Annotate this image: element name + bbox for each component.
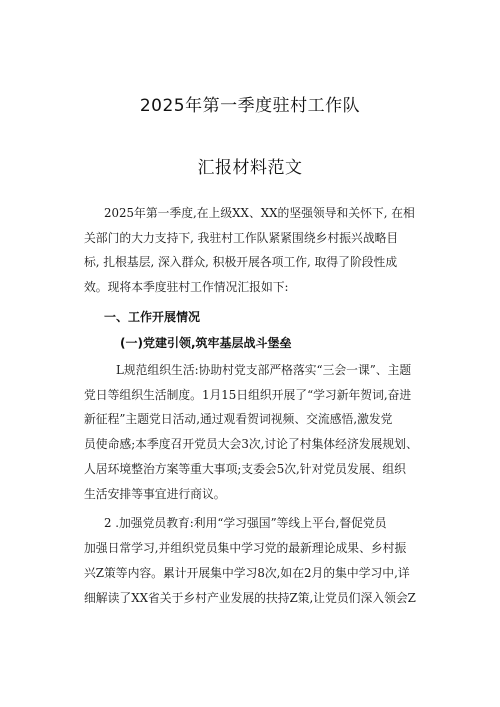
intro-line: 关部门的大力支持下, 我驻村工作队紧紧围绕乡村振兴战略目 [84, 231, 399, 245]
document-title-line-1: 2025年第一季度驻村工作队 [139, 96, 361, 116]
intro-line: 效。现将本季度驻村工作情况汇报如下: [84, 280, 289, 294]
paragraph-line: 细解读了XX省关于乡村产业发展的扶持Z策,让党员们深入领会Z [84, 591, 416, 605]
paragraph-line: 人居环境整治方案等重大事项;支委会5次,针对党员发展、组织 [84, 462, 406, 476]
paragraph-line: 党日等组织生活制度。1月15日组织开展了“学习新年贺词,奋进 [84, 388, 412, 402]
section-heading: 一、工作开展情况 [104, 310, 201, 324]
paragraph-line: 生活安排等事宜进行商议。 [84, 487, 226, 501]
paragraph-line: 新征程”主题党日活动,通过观看贺词视频、交流感悟,激发党 [84, 412, 393, 426]
document-title-line-2: 汇报材料范文 [197, 158, 303, 178]
paragraph-line: 兴Z策等内容。累计开展集中学习8次,如在2月的集中学习中,详 [84, 566, 410, 580]
paragraph-line: 员使命感;本季度召开党员大会3次,讨论了村集体经济发展规划、 [84, 437, 418, 451]
paragraph-line: 加强日常学习,并组织党员集中学习党的最新理论成果、乡村振 [84, 541, 407, 555]
subsection-heading: (一)党建引领,筑牢基层战斗堡垒 [120, 336, 292, 350]
paragraph-line: L规范组织生活:协助村党支部严格落实“三会一课”、主题 [116, 363, 412, 377]
intro-line: 2025年第一季度,在上级XX、XX的坚强领导和关怀下, 在相 [104, 206, 415, 220]
intro-line: 标, 扎根基层, 深入群众, 积极开展各项工作, 取得了阶段性成 [84, 255, 398, 269]
paragraph-line: 2 .加强党员教育:利用“学习强国”等线上平台,督促党员 [104, 516, 387, 530]
